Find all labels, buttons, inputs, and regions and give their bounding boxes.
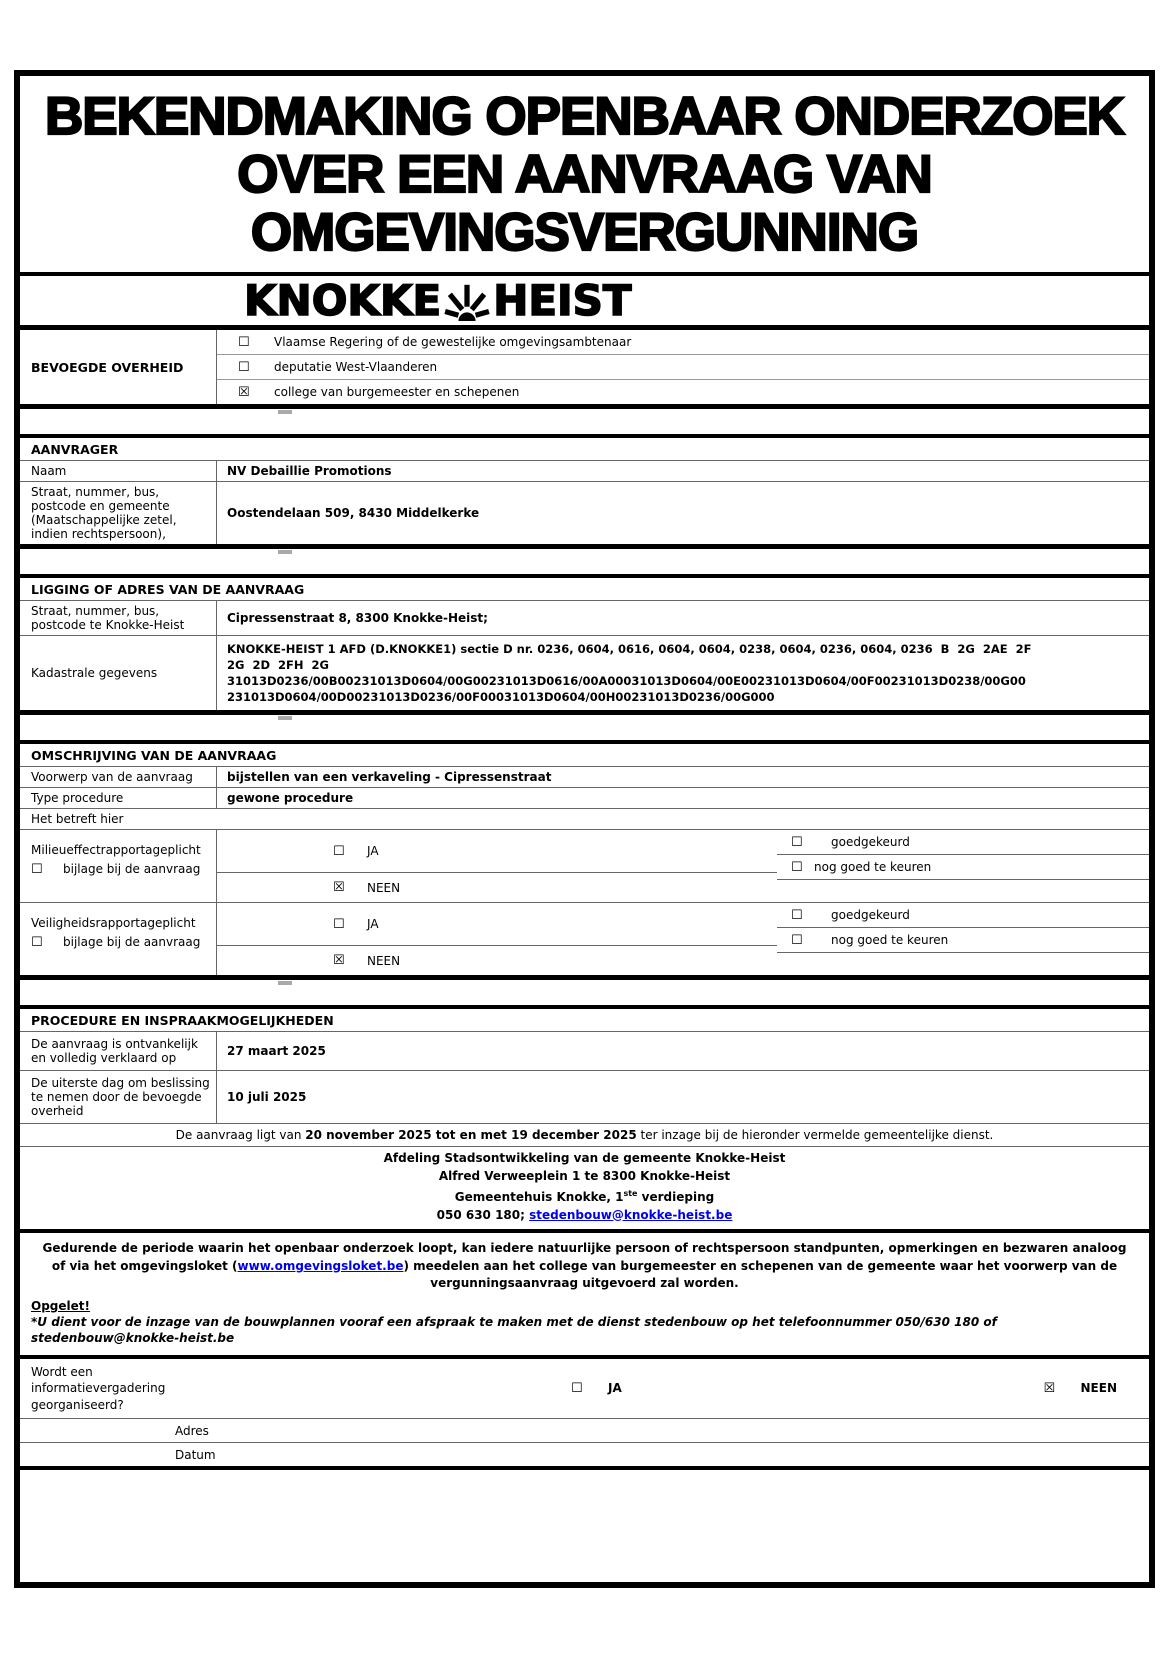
checkbox-unchecked-icon: ☐: [791, 932, 803, 948]
dienst-verdieping: Gemeentehuis Knokke, 1ste verdieping: [454, 1189, 715, 1204]
option-label: deputatie West-Vlaanderen: [274, 360, 438, 374]
kadaster-line: 31013D0236/00B00231013D0604/00G00231013D0616/00A00031013D0604/00E00231013D0604/00F00231013D0238/00G00: [227, 674, 1026, 688]
option-college: [217, 379, 1149, 404]
row-veiligheidsrapportageplicht: [20, 903, 1149, 975]
checkbox-unchecked-icon: ☐: [333, 843, 345, 859]
row-ligging-straat: [20, 601, 1149, 636]
kadaster-line: 231013D0604/00D00231013D0236/00F00031013D0604/00H00231013D0236/00G000: [227, 690, 775, 704]
vr-nog-goed-row: [777, 928, 1149, 953]
checkbox-unchecked-icon: ☐: [571, 1380, 583, 1396]
ja-label: JA: [367, 917, 379, 931]
mer-bijlage: [31, 862, 214, 876]
checkbox-unchecked-icon: ☐: [31, 934, 43, 950]
title-line-1: BEKENDMAKING OPENBAAR ONDERZOEK: [44, 87, 1125, 146]
sun-rays-icon: [444, 281, 490, 321]
uiterste-dag-datum: 10 juli 2025: [227, 1090, 307, 1104]
section-aanvrager: [20, 434, 1149, 549]
mer-label: [20, 830, 217, 902]
option-label: Vlaamse Regering of de gewestelijke omgevingsambtenaar: [274, 335, 632, 349]
mer-nog-goed-row: [777, 855, 1149, 880]
checkbox-unchecked-icon: ☐: [238, 334, 250, 350]
vr-title: Veiligheidsrapportageplicht: [31, 916, 196, 930]
kadaster-line: KNOKKE-HEIST 1 AFD (D.KNOKKE1) sectie D nr. 0236, 0604, 0616, 0604, 0604, 0238, 0604, 0236, 0604, 0236 B 2G 2AE 2F: [227, 642, 1032, 656]
row-milieueffectrapportageplicht: [20, 830, 1149, 903]
row-datum: [20, 1443, 1149, 1466]
checkbox-unchecked-icon: ☐: [31, 861, 43, 877]
logo-text-left: KNOKKE: [244, 276, 442, 325]
vr-label: [20, 903, 217, 975]
bezwaar-paragraaf: Gedurende de periode waarin het openbaar onderzoek loopt, kan iedere natuurlijke persoon of rechtspersoon standpunten, opmerkingen en bezwaren analoog of via het omgevingsloket (www.omgevingsloket.be) meedelen aan het college van burgemeester en schepenen van de gemeente waar het voorwerp van de vergunningsaanvraag uitgevoerd zal worden.: [42, 1241, 1127, 1290]
vr-bijlage: [31, 935, 214, 949]
row-adres: [20, 1419, 1149, 1443]
ja-label: JA: [367, 844, 379, 858]
bijlage-label: bijlage bij de aanvraag: [63, 862, 201, 876]
ligging-straat-label: Straat, nummer, bus, postcode te Knokke-Heist: [20, 601, 217, 635]
kadaster-value: [217, 636, 1149, 710]
dienst-contact: 050 630 180; stedenbouw@knokke-heist.be: [436, 1207, 733, 1222]
option-vlaamse-regering: [217, 330, 1149, 354]
omgevingsloket-link[interactable]: www.omgevingsloket.be: [237, 1258, 404, 1273]
row-ontvankelijk: [20, 1032, 1149, 1071]
section-gap: [20, 715, 1149, 740]
row-kadastrale-gegevens: [20, 636, 1149, 710]
info-neen-option: [1044, 1381, 1117, 1395]
inzage-periode-line: [20, 1124, 1149, 1147]
title-line-3: OMGEVINGSVERGUNNING: [250, 203, 919, 262]
ja-label: JA: [608, 1381, 622, 1396]
checkbox-unchecked-icon: ☐: [238, 359, 250, 375]
checkbox-checked-icon: ☒: [333, 880, 345, 895]
betreft-label: Het betreft hier: [31, 812, 124, 826]
neen-label: NEEN: [367, 953, 401, 968]
vr-goedkeuring: [777, 903, 1149, 975]
checkbox-checked-icon: ☒: [333, 953, 345, 968]
row-voorwerp: [20, 767, 1149, 788]
datum-label: Datum: [175, 1447, 216, 1462]
mer-title: Milieueffectrapportageplicht: [31, 843, 201, 857]
vr-goedgekeurd-row: [777, 903, 1149, 928]
info-ja-option: [571, 1381, 622, 1395]
title-line-2: OVER EEN AANVRAAG VAN: [237, 145, 932, 204]
section-gap: [20, 980, 1149, 1005]
row-type-procedure: [20, 788, 1149, 809]
dienst-adres: Alfred Verweeplein 1 te 8300 Knokke-Heist: [438, 1168, 731, 1183]
row-uiterste-dag: [20, 1071, 1149, 1124]
aanvrager-adres-label: Straat, nummer, bus, postcode en gemeente (Maatschappelijke zetel, indien rechtspersoon),: [20, 482, 217, 544]
checkbox-unchecked-icon: ☐: [333, 916, 345, 932]
checkbox-unchecked-icon: ☐: [791, 859, 803, 875]
section-gap: [20, 409, 1149, 434]
row-het-betreft-hier: [20, 809, 1149, 830]
row-naam: [20, 461, 1149, 482]
scan-artifact-tick: [278, 550, 292, 554]
section-procedure: [20, 1005, 1149, 1582]
aanvrager-header: AANVRAGER: [20, 438, 1149, 461]
section-bevoegde-overheid: [20, 330, 1149, 409]
dienst-naam: Afdeling Stadsontwikkeling van de gemeente Knokke-Heist: [383, 1151, 786, 1165]
checkbox-unchecked-icon: ☐: [791, 907, 803, 923]
bevoegde-overheid-label: BEVOEGDE OVERHEID: [20, 330, 217, 404]
inzage-periode: 20 november 2025 tot en met 19 december 2025: [305, 1128, 637, 1142]
goedgekeurd-label: goedgekeurd: [831, 908, 910, 922]
checkbox-checked-icon: ☒: [1043, 1380, 1056, 1396]
knokke-heist-logo: [244, 276, 1149, 325]
neen-label: NEEN: [1080, 1381, 1117, 1396]
stedenbouw-email-link[interactable]: stedenbouw@knokke-heist.be: [529, 1207, 733, 1222]
naam-label: Naam: [20, 461, 217, 481]
bevoegde-overheid-options: [217, 330, 1149, 404]
aanvrager-adres-value: Oostendelaan 509, 8430 Middelkerke: [227, 506, 480, 520]
logo-block: [20, 276, 1149, 330]
kadaster-line: 2G 2D 2FH 2G: [227, 658, 329, 672]
section-gap: [20, 549, 1149, 574]
nog-goed-label: nog goed te keuren: [814, 860, 932, 874]
document-title: [20, 76, 1149, 276]
opgelet-label: Opgelet!: [31, 1298, 90, 1313]
vr-ja-neen: [217, 903, 777, 975]
mer-ja-neen: [217, 830, 777, 902]
ligging-header: LIGGING OF ADRES VAN DE AANVRAAG: [20, 578, 1149, 601]
naam-value: NV Debaillie Promotions: [227, 464, 392, 478]
nog-goed-label: nog goed te keuren: [831, 933, 949, 947]
mer-ja-row: [217, 830, 777, 873]
vr-neen-row: [217, 946, 777, 975]
neen-label: NEEN: [367, 880, 401, 895]
procedure-header: PROCEDURE EN INSPRAAKMOGELIJKHEDEN: [20, 1009, 1149, 1032]
voorwerp-label: Voorwerp van de aanvraag: [20, 767, 217, 787]
public-notice-document: [14, 70, 1155, 1588]
ontvankelijk-datum: 27 maart 2025: [227, 1044, 326, 1058]
empty-signature-box: [20, 1466, 1149, 1582]
vr-ja-row: [217, 903, 777, 946]
goedgekeurd-label: goedgekeurd: [831, 835, 910, 849]
uiterste-dag-label: De uiterste dag om beslissing te nemen door de bevoegde overheid: [20, 1071, 217, 1123]
logo-text-right: HEIST: [493, 276, 632, 325]
mer-neen-row: [217, 873, 777, 902]
inzage-text: De aanvraag ligt van: [175, 1128, 306, 1142]
bijlage-label: bijlage bij de aanvraag: [63, 935, 201, 949]
inzage-text: ter inzage bij de hieronder vermelde gemeentelijke dienst.: [636, 1128, 994, 1142]
scan-artifact-tick: [278, 981, 292, 985]
superscript: ste: [623, 1189, 638, 1198]
informatievergadering-label: Wordt een informatievergadering georganiseerd?: [31, 1364, 166, 1412]
afspraak-note: *U dient voor de inzage van de bouwplannen vooraf een afspraak te maken met de dienst stedenbouw op het telefoonnummer 050/630 180 of stedenbouw@knokke-heist.be: [31, 1314, 997, 1345]
scan-artifact-tick: [278, 410, 292, 414]
mer-goedkeuring: [777, 830, 1149, 902]
row-aanvrager-adres: [20, 482, 1149, 544]
checkbox-unchecked-icon: ☐: [791, 834, 803, 850]
scan-artifact-tick: [278, 716, 292, 720]
omschrijving-header: OMSCHRIJVING VAN DE AANVRAAG: [20, 744, 1149, 767]
mer-goedgekeurd-row: [777, 830, 1149, 855]
type-procedure-value: gewone procedure: [227, 791, 354, 805]
option-label: college van burgemeester en schepenen: [274, 385, 520, 399]
option-deputatie: [217, 354, 1149, 379]
voorwerp-value: bijstellen van een verkaveling - Cipressenstraat: [227, 770, 552, 784]
gemeentelijke-dienst-block: [20, 1147, 1149, 1229]
checkbox-checked-icon: ☒: [238, 384, 250, 400]
row-informatievergadering: [20, 1359, 1149, 1420]
section-omschrijving: [20, 740, 1149, 980]
type-procedure-label: Type procedure: [20, 788, 217, 808]
ontvankelijk-label: De aanvraag is ontvankelijk en volledig verklaard op: [20, 1032, 217, 1070]
kadaster-label: Kadastrale gegevens: [20, 636, 217, 710]
section-ligging: [20, 574, 1149, 715]
ligging-straat-value: Cipressenstraat 8, 8300 Knokke-Heist;: [227, 611, 488, 625]
adres-label: Adres: [175, 1423, 209, 1438]
